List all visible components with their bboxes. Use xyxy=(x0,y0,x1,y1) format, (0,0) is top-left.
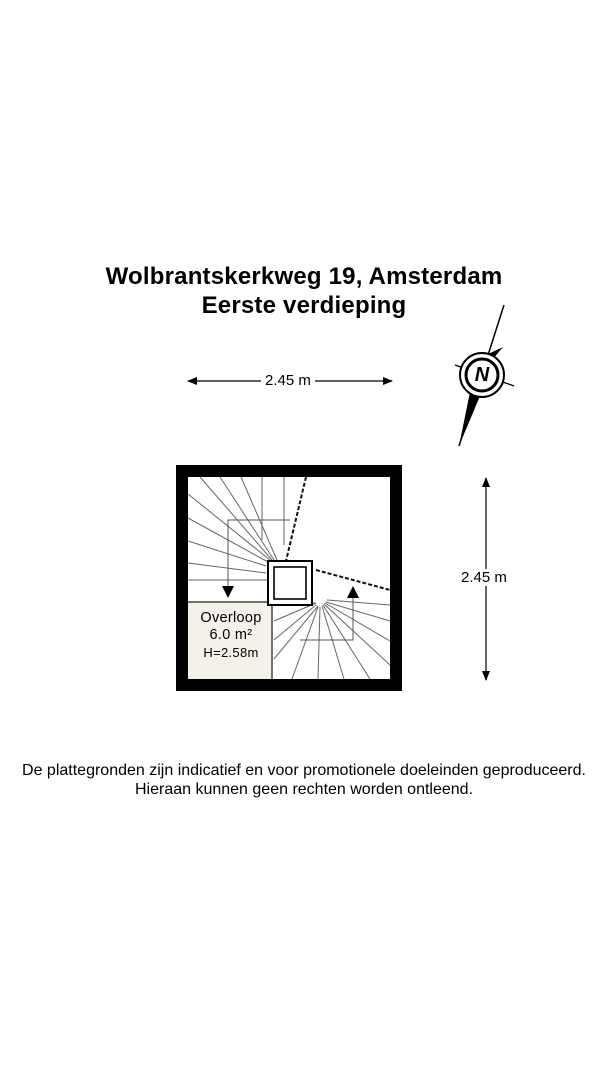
disclaimer-line-1: De plattegronden zijn indicatief en voor promotionele doeleinden geproduceerd. xyxy=(22,762,586,779)
disclaimer-line-2: Hieraan kunnen geen rechten worden ontleend. xyxy=(134,781,474,798)
stair-core xyxy=(268,561,312,605)
compass-north-label: N xyxy=(474,364,490,386)
floor-title: Eerste verdieping xyxy=(201,292,407,319)
width-dimension-label: 2.45 m xyxy=(261,372,315,389)
address-title: Wolbrantskerkweg 19, Amsterdam xyxy=(105,263,503,290)
room-name: Overloop xyxy=(200,610,262,626)
room-area: 6.0 m² xyxy=(209,627,253,643)
depth-dimension-label: 2.45 m xyxy=(457,569,511,586)
room-label xyxy=(188,610,274,661)
room-height: H=2.58m xyxy=(203,645,259,660)
